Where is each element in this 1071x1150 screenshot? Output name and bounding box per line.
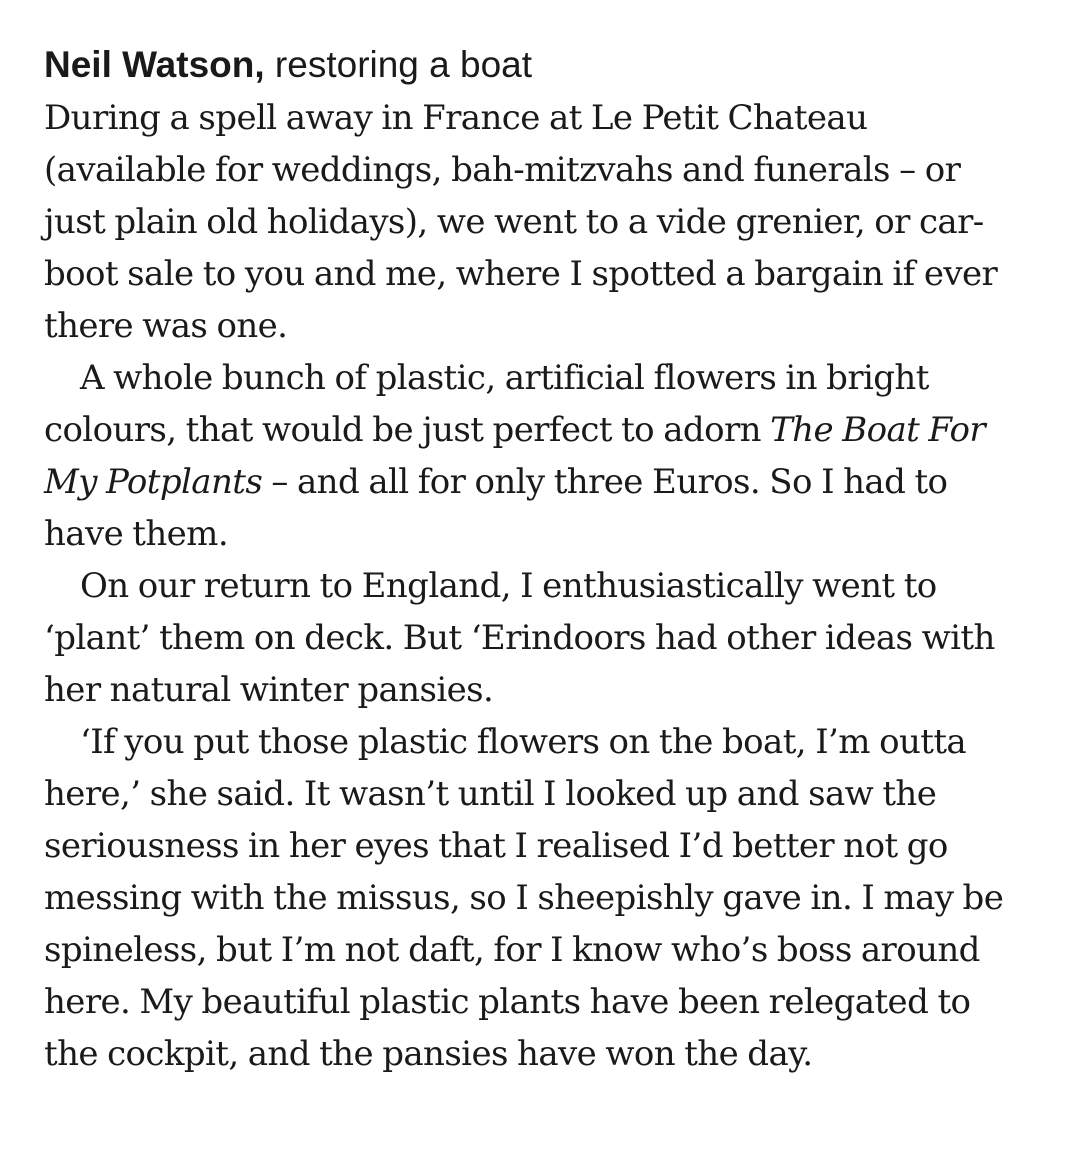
paragraph-4 [44, 716, 1034, 1080]
article-column [44, 38, 1034, 1080]
text-line: the cockpit, and the pansies have won the day. [44, 1034, 813, 1074]
text-run: – and all for only three Euros. So I had to [262, 462, 948, 502]
text-run: colours, that would be just perfect to adorn [44, 410, 771, 450]
text-line: her natural winter pansies. [44, 670, 494, 710]
text-line: here,’ she said. It wasn’t until I looked up and saw the [44, 774, 937, 814]
text-line: During a spell away in France at Le Petit Chateau [44, 98, 868, 138]
author-activity: restoring a boat [264, 44, 533, 85]
text-line: On our return to England, I enthusiastically went to [80, 566, 937, 606]
byline-heading [44, 38, 1034, 92]
paragraph-1 [44, 92, 1034, 352]
paragraph-3 [44, 560, 1034, 716]
text-line: here. My beautiful plastic plants have been relegated to [44, 982, 971, 1022]
text-line: ‘plant’ them on deck. But ‘Erindoors had other ideas with [44, 618, 995, 658]
boat-name-italic: The Boat For [770, 410, 986, 450]
paragraph-2 [44, 352, 1034, 560]
text-line: there was one. [44, 306, 288, 346]
text-line: A whole bunch of plastic, artificial flowers in bright [80, 358, 929, 398]
text-line: boot sale to you and me, where I spotted a bargain if ever [44, 254, 998, 294]
text-line: just plain old holidays), we went to a vide grenier, or car- [44, 202, 984, 242]
text-line: (available for weddings, bah-mitzvahs and funerals – or [44, 150, 961, 190]
author-name: Neil Watson, [44, 44, 265, 85]
text-line: seriousness in her eyes that I realised I’d better not go [44, 826, 948, 866]
boat-name-italic: My Potplants [44, 462, 263, 502]
text-line [44, 404, 1034, 456]
text-line: ‘If you put those plastic flowers on the boat, I’m outta [80, 722, 967, 762]
text-line: spineless, but I’m not daft, for I know who’s boss around [44, 930, 980, 970]
text-line: messing with the missus, so I sheepishly gave in. I may be [44, 878, 1004, 918]
text-line: have them. [44, 514, 229, 554]
text-line [44, 456, 1034, 508]
